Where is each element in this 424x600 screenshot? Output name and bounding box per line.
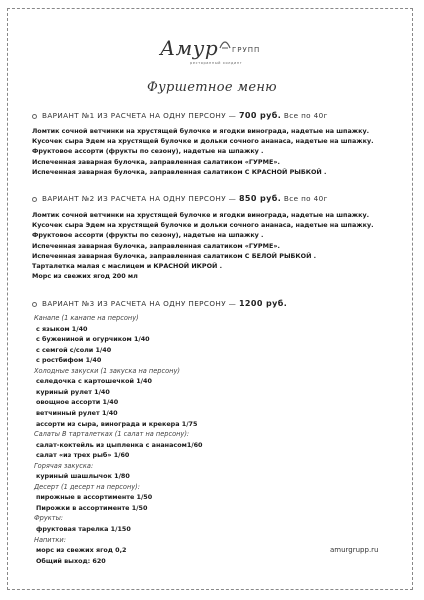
menu-item: овощное ассорти 1/40 — [36, 398, 119, 407]
logo-mark-icon — [218, 38, 232, 50]
menu-item: с языком 1/40 — [36, 324, 88, 333]
menu-item: салат «из трех рыб» 1/60 — [36, 451, 130, 460]
menu-item: салат-коктейль из цыпленка с ананасом1/60 — [36, 440, 203, 449]
page-title: Фуршетное меню — [147, 80, 277, 95]
menu-item: Тарталетка малая с маслицем и КРАСНОЙ ИКРОЙ . — [32, 262, 223, 270]
menu-category: Канапе (1 канапе на персону) — [34, 314, 139, 322]
menu-category: Фрукты: — [34, 514, 64, 523]
menu-item: Морс из свежих ягод 200 мл — [32, 272, 138, 281]
variant-3-price: 1200 руб. — [238, 299, 288, 308]
menu-item: Ломтик сочной ветчинки на хрустящей булочке и ягодки винограда, надетые на шпажку. — [32, 211, 370, 219]
menu-item: с семгой с/соли 1/40 — [36, 345, 112, 354]
variant-3-label: ВАРИАНТ №3 ИЗ РАСЧЕТА НА ОДНУ ПЕРСОНУ — — [42, 299, 237, 308]
menu-item: селедочка с картошечкой 1/40 — [36, 377, 152, 386]
menu-item: Фруктовое ассорти (фрукты по сезону), надетые на шпажку . — [32, 147, 264, 156]
variant-1-suffix: Все по 40г — [283, 111, 328, 120]
bullet-dot — [32, 302, 37, 307]
menu-item: с бужениной и огурчиком 1/40 — [36, 335, 150, 344]
bullet-dot — [32, 114, 37, 119]
menu-item: Пирожки в ассортименте 1/50 — [36, 503, 148, 512]
logo-group: ГРУПП — [232, 46, 261, 54]
variant-2-heading — [42, 194, 328, 203]
menu-category: Холодные закуски (1 закуска на персону) — [34, 366, 180, 375]
menu-category: Горячая закуска: — [34, 461, 94, 470]
menu-item: Ломтик сочной ветчинки на хрустящей булочке и ягодки винограда, надетые на шпажку. — [32, 127, 370, 135]
variant-1-label: ВАРИАНТ №1 ИЗ РАСЧЕТА НА ОДНУ ПЕРСОНУ — — [42, 111, 237, 120]
menu-item: куриный рулет 1/40 — [36, 387, 110, 396]
logo — [150, 28, 280, 74]
logo-subtitle: ресторанный холдинг — [190, 61, 243, 65]
website-link[interactable]: amurgrupp.ru — [330, 546, 379, 554]
variant-2-label: ВАРИАНТ №2 ИЗ РАСЧЕТА НА ОДНУ ПЕРСОНУ — — [42, 194, 237, 203]
bullet-dot — [32, 197, 37, 202]
menu-item: Испеченная заварная булочка, заправленная салатиком С КРАСНОЙ РЫБКОЙ . — [32, 167, 327, 176]
menu-category: Салаты В тарталетках (1 салат на персону): — [34, 430, 190, 439]
variant-2-price: 850 руб. — [238, 194, 282, 203]
menu-item: Испеченная заварная булочка, заправленная салатиком С БЕЛОЙ РЫБКОЙ . — [32, 251, 317, 260]
menu-item: Кусочек сыра Эдем на хрустящей булочке и дольки сочного ананаса, надетые на шпажку. — [32, 137, 374, 146]
logo-word: Амур — [160, 36, 219, 60]
menu-item: Испеченная заварная булочка, заправленная салатиком «ГУРМЕ». — [32, 241, 280, 250]
variant-2-suffix: Все по 40г — [283, 194, 328, 203]
menu-item: ветчинный рулет 1/40 — [36, 408, 118, 417]
menu-item: с ростбифом 1/40 — [36, 356, 102, 365]
variant-3-heading — [42, 299, 287, 308]
menu-category: Десерт (1 десерт на персону): — [34, 482, 140, 491]
menu-item: Общий выход: 620 — [36, 556, 106, 565]
menu-item: ассорти из сыра, винограда и крекера 1/75 — [36, 419, 198, 428]
menu-category: Напитки: — [34, 535, 66, 544]
menu-item: Испеченная заварная булочка, заправленная салатиком «ГУРМЕ». — [32, 157, 280, 166]
variant-1-price: 700 руб. — [238, 111, 282, 120]
variant-1-heading — [42, 111, 328, 120]
menu-item: морс из свежих ягод 0,2 — [36, 546, 127, 555]
menu-item: фруктовая тарелка 1/150 — [36, 525, 131, 533]
menu-item: куриный шашлычок 1/80 — [36, 472, 130, 481]
menu-item: пирожные в ассортименте 1/50 — [36, 493, 153, 502]
menu-item: Фруктовое ассорти (фрукты по сезону), надетые на шпажку . — [32, 231, 264, 240]
menu-item: Кусочек сыра Эдем на хрустящей булочке и дольки сочного ананаса, надетые на шпажку. — [32, 221, 374, 230]
